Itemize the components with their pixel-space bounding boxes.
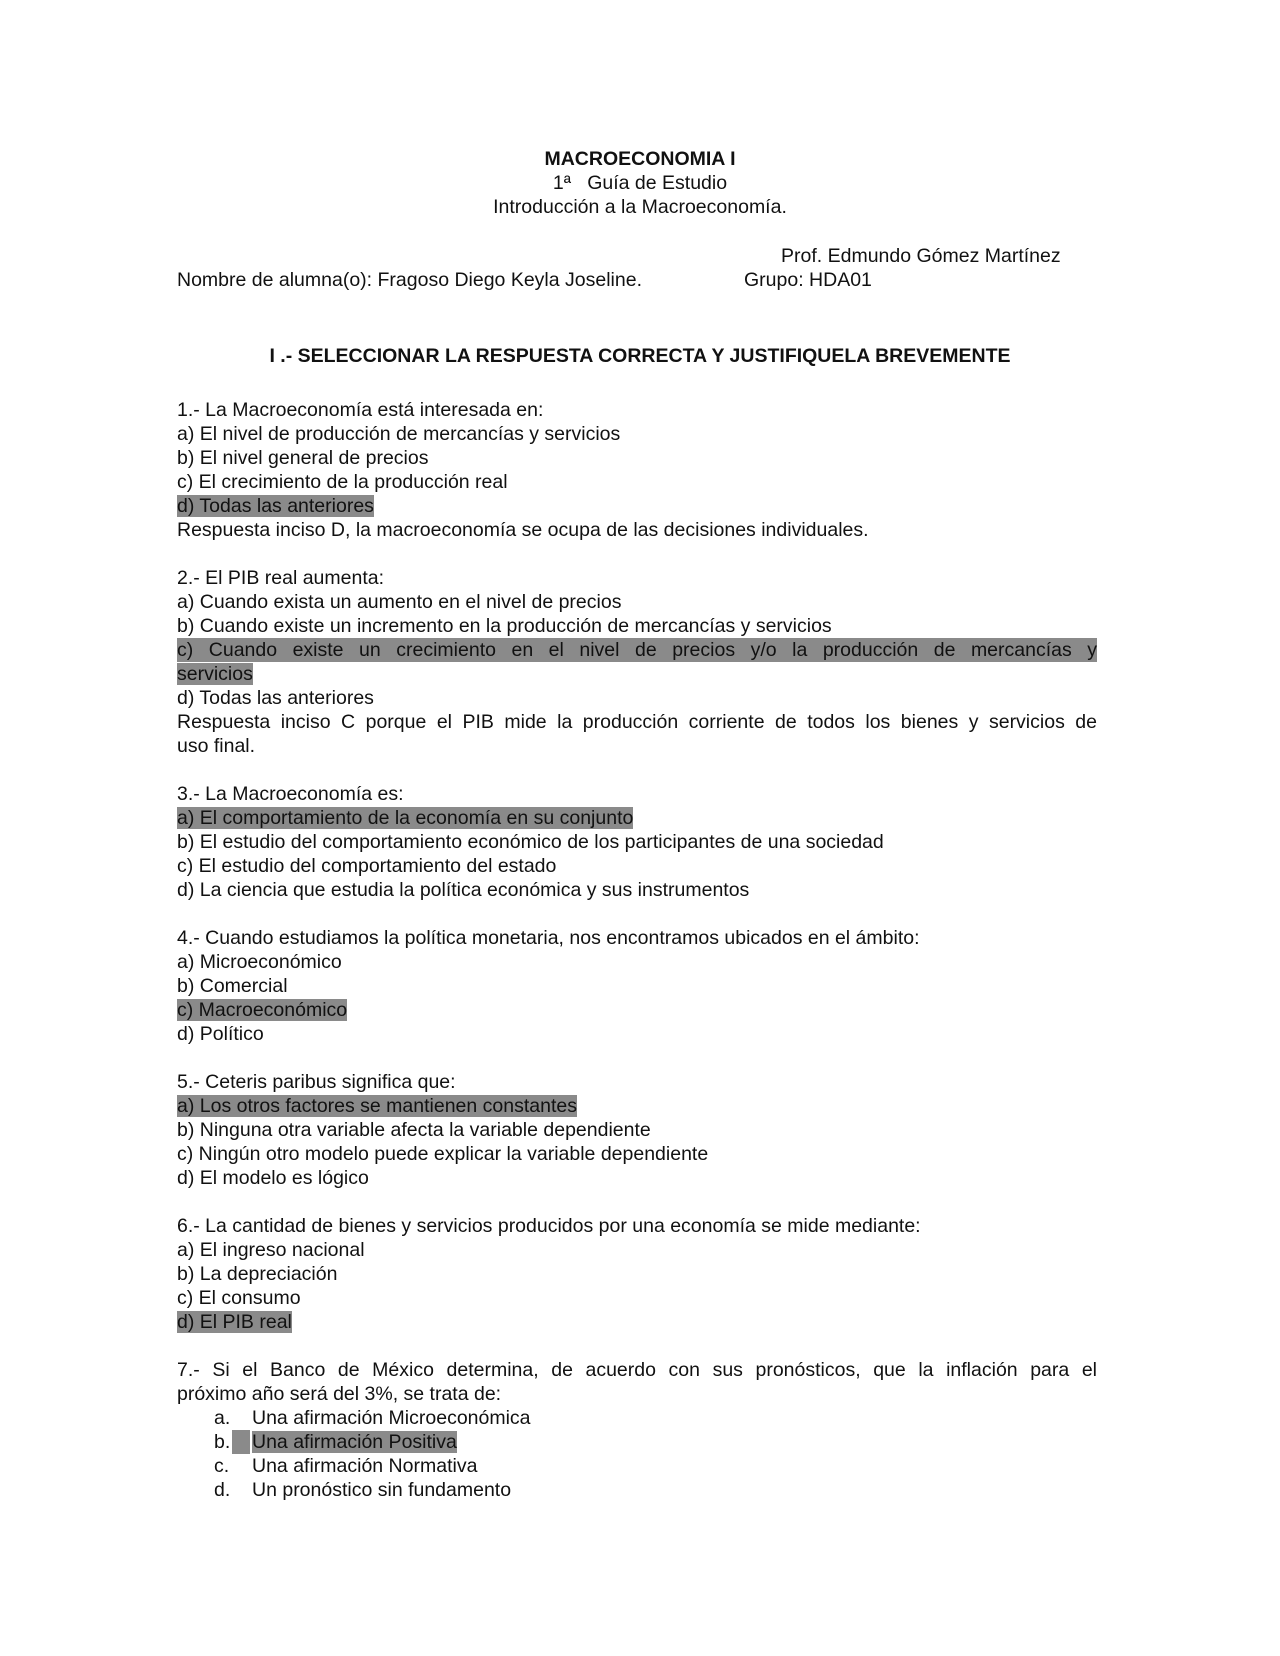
- q4-option-b: b) Comercial: [177, 975, 288, 997]
- q4-highlight: c) Macroeconómico: [177, 999, 348, 1021]
- q6-highlight: d) El PIB real: [177, 1311, 292, 1333]
- q1-highlight: d) Todas las anteriores: [177, 495, 374, 517]
- q6-option-a: a) El ingreso nacional: [177, 1239, 365, 1261]
- q4-option-d: d) Político: [177, 1023, 264, 1045]
- q2-option-d: d) Todas las anteriores: [177, 687, 374, 709]
- q6-option-c: c) El consumo: [177, 1287, 301, 1309]
- q5-highlight: a) Los otros factores se mantienen constantes: [177, 1095, 577, 1117]
- guide-label: Guía de Estudio: [587, 172, 728, 194]
- q1-option-c: c) El crecimiento de la producción real: [177, 471, 508, 493]
- q7-text-b: Una afirmación Positiva: [252, 1431, 457, 1453]
- q5-option-b: b) Ninguna otra variable afecta la variable dependiente: [177, 1119, 651, 1141]
- q1-option-d-selected: [177, 494, 374, 518]
- q1-question: 1.- La Macroeconomía está interesada en:: [177, 399, 544, 421]
- q2-highlight-cont: servicios: [177, 663, 253, 685]
- q5-option-a-selected: [177, 1094, 577, 1118]
- q4-question: 4.- Cuando estudiamos la política monetaria, nos encontramos ubicados en el ámbito:: [177, 927, 920, 949]
- q5-option-c: c) Ningún otro modelo puede explicar la variable dependiente: [177, 1143, 709, 1165]
- q6-option-d-selected: [177, 1310, 292, 1334]
- q7-letter-c: c.: [214, 1455, 230, 1477]
- q7-question: 7.- Si el Banco de México determina, de acuerdo con sus pronósticos, que la inflación para el: [177, 1359, 1097, 1381]
- q2-answer: Respuesta inciso C porque el PIB mide la producción corriente de todos los bienes y servicios de: [177, 711, 1097, 733]
- group-label: Grupo: HDA01: [744, 269, 872, 291]
- q6-question: 6.- La cantidad de bienes y servicios producidos por una economía se mide mediante:: [177, 1215, 921, 1237]
- q2-option-c-continued: [177, 662, 253, 686]
- section-title: I .- SELECCIONAR LA RESPUESTA CORRECTA Y JUSTIFIQUELA BREVEMENTE: [269, 345, 1011, 367]
- q7-highlight-gap: [232, 1430, 250, 1454]
- q3-option-d: d) La ciencia que estudia la política económica y sus instrumentos: [177, 879, 750, 901]
- q5-question: 5.- Ceteris paribus significa que:: [177, 1071, 456, 1093]
- q4-option-a: a) Microeconómico: [177, 951, 342, 973]
- q3-option-c: c) El estudio del comportamiento del estado: [177, 855, 557, 877]
- q7-question-continued: próximo año será del 3%, se trata de:: [177, 1383, 502, 1405]
- q7-text-c: Una afirmación Normativa: [252, 1455, 478, 1477]
- q6-option-b: b) La depreciación: [177, 1263, 338, 1285]
- q1-option-a: a) El nivel de producción de mercancías y servicios: [177, 423, 621, 445]
- q1-answer: Respuesta inciso D, la macroeconomía se ocupa de las decisiones individuales.: [177, 519, 869, 541]
- q7-text-d: Un pronóstico sin fundamento: [252, 1479, 512, 1501]
- q3-highlight: a) El comportamiento de la economía en su conjunto: [177, 807, 634, 829]
- professor-name: Prof. Edmundo Gómez Martínez: [781, 245, 1061, 267]
- q7-letter-d: d.: [214, 1479, 231, 1501]
- q5-option-d: d) El modelo es lógico: [177, 1167, 369, 1189]
- guide-number: 1ª: [552, 172, 571, 194]
- q7-text-a: Una afirmación Microeconómica: [252, 1407, 531, 1429]
- q7-option-c: [214, 1454, 477, 1478]
- q2-question: 2.- El PIB real aumenta:: [177, 567, 385, 589]
- q2-option-b: b) Cuando existe un incremento en la producción de mercancías y servicios: [177, 615, 832, 637]
- q7-letter-b: [214, 1430, 252, 1454]
- q7-option-d: [214, 1478, 511, 1502]
- guide-line: [0, 172, 1280, 195]
- q3-question: 3.- La Macroeconomía es:: [177, 783, 404, 805]
- q7-option-b-selected: [214, 1430, 457, 1454]
- q7-letter-b-text: b.: [214, 1431, 231, 1453]
- q1-option-b: b) El nivel general de precios: [177, 447, 429, 469]
- q2-option-a: a) Cuando exista un aumento en el nivel de precios: [177, 591, 622, 613]
- q2-option-c-selected: c) Cuando existe un crecimiento en el nivel de precios y/o la producción de mercancías y: [177, 639, 1097, 661]
- q2-answer-continued: uso final.: [177, 735, 256, 757]
- q3-option-a-selected: [177, 806, 633, 830]
- student-name: Nombre de alumna(o): Fragoso Diego Keyla Joseline.: [177, 269, 642, 291]
- topic-line: Introducción a la Macroeconomía.: [493, 196, 787, 218]
- q7-option-a: [214, 1406, 531, 1430]
- q4-option-c-selected: [177, 998, 347, 1022]
- document-title: MACROECONOMIA I: [544, 148, 736, 170]
- q7-letter-a: a.: [214, 1407, 231, 1429]
- q3-option-b: b) El estudio del comportamiento económico de los participantes de una sociedad: [177, 831, 884, 853]
